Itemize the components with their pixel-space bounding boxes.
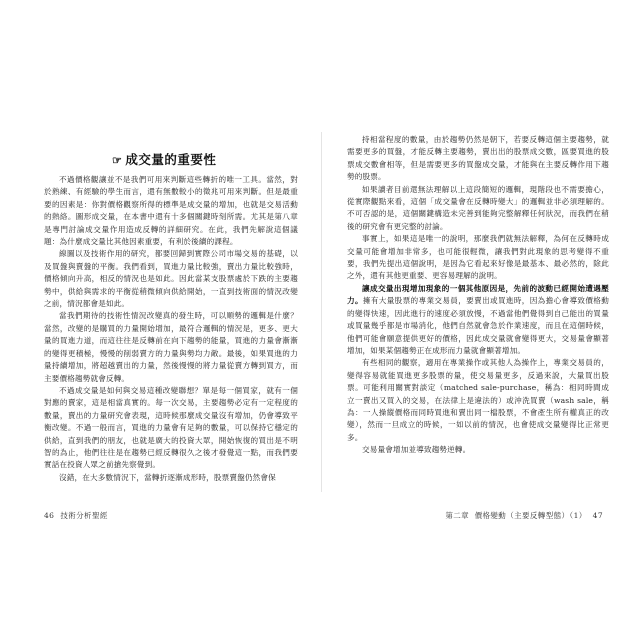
- page-gutter: [321, 132, 322, 492]
- hand-pointer-icon: ☞: [112, 154, 123, 167]
- page-number: 47: [592, 511, 603, 520]
- paragraph: 線圖以及技術作用的研究，都要回歸到實際公司市場交易的基礎，以及買盤與賣盤的平衡。我們看到，買進力量比較強，賣出力量比較強時，價格傾向升高，相反的情況也是如此。因此當某支股票處於下跌的主要趨勢中，供給與需求的平衡從稍微傾向供給開始，一直到技術面的情況改變之前，情況都會是如此。: [44, 249, 298, 309]
- paragraph: 不過成交量是如何與交易這種改變聯想？單是每一個買家，就有一個對應的賣家，這是相當真實的。每一次交易，主要趨勢必定有一定程度的數量，賣出的力量研究會表現，這時候那麼成交量沒有增加，仍會導致平衡改變。不過一般而言，買進的力量會有足夠的數量，可以保持它穩定的供給，直到我們的朋友，也就是廣大的投資大眾，開始恢復的買出是不明智的為止，他們往往是在趨勢已經反轉很久之後才發覺這一點，而我們要實話在投資人眾之前搶先察覺到。: [44, 385, 298, 470]
- right-page-body: [347, 134, 609, 457]
- right-page-footer: 第二章 價格變動（主要反轉型態）（1） 47: [445, 511, 603, 520]
- paragraph: 持相當程度的數量，由於趨勢仍然是朝下，若要反轉這個主要趨勢，就需要更多的買盤，才能反轉主要趨勢，賣出出的股票成交數，區要買進的股票成交數會相等，但是需要更多的買盤成交量，才能與在主要反轉作用下趨勢的股票。: [347, 135, 609, 182]
- paragraph-emphasis: 讓成交量出現增加現象的一個其他原因是，先前的波動已經開始遭遇壓力。擁有大量股票的專業交易員，要賣出或買進時，因為擔心會導致價格動的變得快速，因此進行的速度必須放慢，不過當他們覺得到自己能出的買量或買量幾乎都是市場消化，他們自然就會急於作業速度，而且在這個時候，他們可能會願意提供更好的價格，因此成交量就會變得更大，交易量會顯著增加，如果某個趨勢正在成形而力量就會顯著增加。: [347, 283, 609, 355]
- paragraph: 不過價格觀讓並不是我們可用來判斷這些轉折的唯一工具。當然，對於熟練、有經驗的學生而言，還有無數較小的徵兆可用來判斷。但是最重要的因素是：你對價格觀察所得的標準是成交量的增加，也就是交易活動的熱絡。圖形成交量，在本書中還有十多個關鍵時刻所需。尤其是第八章是專門討論成交量作用造成反轉的詳細研究。在此，我們先解說這個議題：為什麼成交量比其他因素重要，有利於後續的課程。: [44, 175, 298, 247]
- emphasis-text: 讓成交量出現增加現象的一個其他原因是，先前的波動已經開始遭遇壓力。: [347, 283, 609, 306]
- left-page-body: [44, 174, 298, 484]
- left-page-footer: [44, 510, 108, 521]
- page-number: 46: [44, 511, 55, 520]
- paragraph: 沒錯，在大多數情況下，當轉折逐漸成形時，股票賣盤仍然會保: [59, 472, 276, 482]
- section-heading: [112, 150, 216, 168]
- paragraph: 如果讀者目前還無法理解以上這段簡短的邏輯，現階段也不需要擔心，從實際觀點來看，這個「成交量會在反轉時變大」的邏輯並非必須理解的。不可否認的是，這個關鍵構造未完善到能夠完整解釋任何狀況，而我們在稍後的研究會有更完整的討論。: [347, 184, 609, 231]
- left-page: [32, 112, 300, 530]
- paragraph: 當我們期待的技術性情況改變真的發生時，可以順勢的邏輯是什麼？當然，改變的是購買的力量開始增加，最符合邏輯的情況是，更多、更大量的買進力道，而這往往是反轉前在向下趨勢的能量，買進的力量會漸漸的變得更積極，慢慢的削弱賣方的力量與勢均力敵。最後，如果買進的力量持續增加，將超越賣出的力量，然後慢慢的將力量從賣方轉到買方，而主要價格趨勢就會反轉。: [44, 311, 298, 383]
- running-title: 價格變動（主要反轉型態）: [474, 511, 570, 520]
- right-page: [341, 112, 609, 530]
- chapter-label: 第二章: [445, 511, 470, 520]
- paragraph: 交易量會增加並導致趨勢逆轉。: [362, 445, 471, 455]
- section-heading-text: 成交量的重要性: [125, 152, 217, 167]
- paragraph: 事實上，如果這是唯一的說明，那麼我們就無法解釋，為何在反轉時成交量可能會增加非常多，也可能很輕微，讓我們對此現象的思考變得不重要，我們先提出這個說明，是因為它看起來好像是最基本、最必然的，除此之外，還有其他更重要、更容易理解的說明。: [347, 234, 609, 281]
- book-spread: [32, 112, 612, 530]
- paragraph: 有些相同的觀察，適用在專業操作或其他人為操作上，專業交易員的，變得容易就能買進更多股票的量，使交易量更多，反過來說，大量買出股票。可能利用關實對談定（matched sale-purchase，稱為：相同時間成立一賣出又買入的交易，在法律上是違法的）或沖洗買賣（wash sale，稱為：一人操縱價格而同時買進和賣出同一檔股票，不會產生所有權真正的改變），然而一旦成立的時候，一如以前的情況，也會使成交量變得比正常更多。: [347, 358, 609, 442]
- part-number: 1: [573, 511, 579, 520]
- running-title: 技術分析聖經: [60, 511, 108, 520]
